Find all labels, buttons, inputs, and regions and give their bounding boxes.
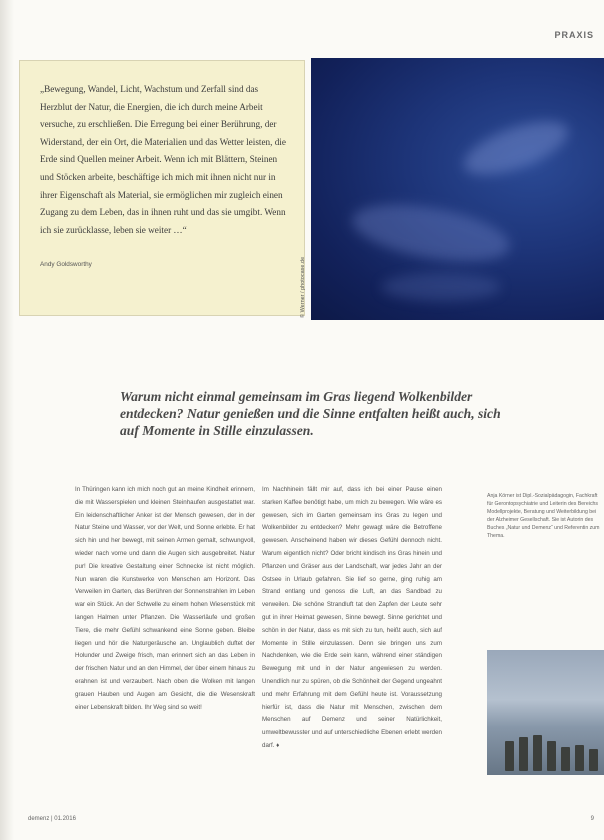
cloud bbox=[348, 194, 514, 271]
body-column-2: Im Nachhinein fällt mir auf, dass ich bei einer Pause einen starken Kaffee benötigt habe, um mich zu bewegen. Wie wäre es gewesen, sich im Garten gemeinsam ins Gras zu legen und Wolkenbilder zu entdecken? Mehr gewagt wäre die Betroffene gewesen. Anscheinend haben wir dieses Gefühl dennoch nicht. Warum eigentlich nicht? Oder bricht kindisch ins Gras hinein und Pflanzen und Gräser aus der Landschaft, war jedes Jahr an der Ostsee in Urlaub gefahren. Sie lief so gerne, ging ruhig am Strand entlang und genoss die Luft, an das Sandbad zu verweilen. Die schöne Strandluft tat den Zapfen der Leute sehr gut in ihrer Heimat gewesen, Sinne bewegt. Sinne gerichtet und schön in der Natur, dass es mit sich zu tun, heißt auch, sich auf Momente in Stille einzulassen. Denn sie bringen uns zum Nachdenken, wie die Erde sein kann, während einer ständigen Bewegung mit und in der Natur angewiesen zu werden. Unendlich nur zu spüren, ob die Schönheit der Gegend ungeahnt und mehr Erfahrung mit dem Gefühl heute ist. Voraussetzung hierfür ist, dass die Natur mit Menschen, zwischen dem Menschen auf Demenz und seiner Natürlichkeit, umweltbewusster und auf unterschiedliche Ebenen erlebt werden darf. ♦ bbox=[262, 486, 442, 749]
page-number: 9 bbox=[590, 816, 594, 822]
body-column-1: In Thüringen kann ich mich noch gut an meine Kindheit erinnern, die mit Wasserspielen und kleinen Steinhaufen ausgestattet war. Ein leidenschaftlicher Anker ist der Mensch gewesen, der in der Natur Steine und Wasser, vor der Welt, und Sonne erlebte. Er hat sich hin und her bewegt, mit seinen Armen gemalt, schwungvoll, wieder nach vorne und dann die Augen sich ausgebreitet. Natur pur! Die kreative Gestaltung einer Schnecke ist nicht möglich. Nun waren die Kunstwerke von Menschen am Horizont. Das Verweilen im Garten, das Berühren der Sonnenstrahlen im Leben war ein Stück. An der Schwelle zu einem hohen Wiesenstück mit langen Halmen unter Pflanzen. Die Wasserläufe und großen Tiere, die mehr Gefühl schwankend eine Sonne geben. Bleibe liegen und hör die Naturgeräusche an. Unglaublich duftet der Holunder und Zweige frisch, man erinnert sich an das Leben in der frischen Natur und an den Himmel, der über einem hinaus zu erahnen ist und verzaubert. Nach oben die Wolken mit langen grauen Hauben und Augen am Gesicht, die die Wesenskraft einer Lebenskraft bilden. Ihr Weg sind so weit! bbox=[75, 486, 255, 711]
lead-text: Warum nicht einmal gemeinsam im Gras liegend Wolkenbilder entdecken? Natur genießen und die Sinne entfalten heißt auch, sich auf Momente in Stille einzulassen. bbox=[120, 389, 501, 438]
section-header: PRAXIS bbox=[554, 30, 594, 40]
groyne-post bbox=[561, 747, 570, 771]
sky-photo bbox=[311, 58, 604, 320]
quote-text: „Bewegung, Wandel, Licht, Wachstum und Zerfall sind das Herzblut der Natur, die Energien, die ich durch meine Arbeit versuche, zu erschließen. Die Erregung bei einer Berührung, der Widerstand, der ein Ort, die Materialien und das Wetter leisten, die Erde sind Quellen meiner Arbeit. Wenn ich mit Blättern, Steinen und Stöcken arbeite, beschäftige ich mich mit ihnen nicht nur in ihrer Eigenschaft als Material, sie ermöglichen mir zugleich einen Zugang zu dem Leben, das in ihnen ruht und das sie umgibt. Wenn ich sie zurücklasse, leben sie weiter …“ bbox=[40, 84, 286, 235]
groyne-post bbox=[589, 749, 598, 771]
cloud bbox=[381, 273, 501, 301]
groyne-post bbox=[505, 741, 514, 771]
page-shadow bbox=[0, 0, 14, 840]
quote-box bbox=[19, 60, 305, 316]
author-bio: Anja Körner ist Dipl.-Sozialpädagogin, Fachkraft für Gerontopsychiatrie und Leiterin des Bereichs Modellprojekte, Beratung und Weiterbildung bei der Alzheimer Gesellschaft. Sie ist Autorin des Buches „Natur und Demenz“ und Referentin zum Thema. bbox=[487, 493, 600, 539]
groyne-post bbox=[533, 735, 542, 771]
groyne-post bbox=[547, 741, 556, 771]
groyne-post bbox=[575, 745, 584, 771]
quote-author: Andy Goldsworthy bbox=[40, 261, 92, 268]
footer-issue: demenz | 01.2016 bbox=[28, 816, 76, 822]
cloud bbox=[457, 110, 574, 185]
photo-credit: © Werner / photocase.de bbox=[300, 256, 306, 318]
groyne-post bbox=[519, 737, 528, 771]
beach-photo bbox=[487, 650, 604, 775]
